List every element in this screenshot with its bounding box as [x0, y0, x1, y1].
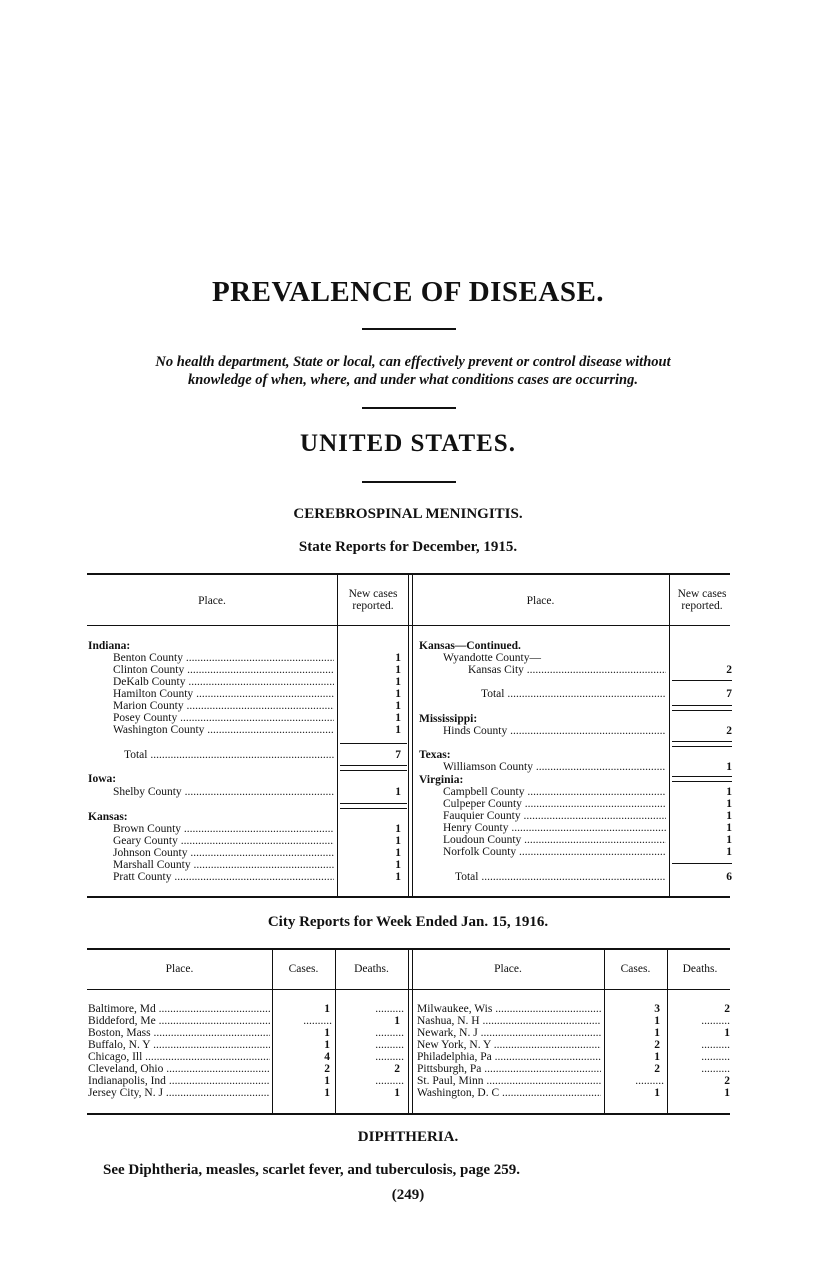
column-divider: [412, 575, 413, 896]
table-row: Newark, N. J .....: [417, 1027, 601, 1039]
state-kansas: Kansas:: [88, 811, 128, 823]
state-virginia: Virginia:: [419, 774, 464, 786]
total-row: Total .....: [455, 871, 666, 883]
cases-cell: 1: [654, 1027, 660, 1039]
deaths-cell-empty: ..........: [375, 1075, 404, 1087]
state-iowa: Iowa:: [88, 773, 117, 785]
total-value: 7: [395, 749, 401, 761]
table-cell-value: 1: [726, 786, 732, 798]
table-cell-value: 1: [395, 688, 401, 700]
page-number: (249): [391, 1187, 425, 1203]
header-place-right: Place.: [526, 595, 555, 607]
table-cell-value: 1: [395, 859, 401, 871]
total-row: Total .....: [481, 688, 666, 700]
table-cell-value: 1: [395, 823, 401, 835]
column-divider: [669, 575, 670, 896]
table-row: Washington County .....: [113, 724, 334, 736]
cases-cell: 1: [324, 1039, 330, 1051]
table-row: Norfolk County .....: [443, 846, 666, 858]
double-rule: [672, 741, 732, 747]
deaths-cell: 1: [394, 1087, 400, 1099]
table-cell-value: 1: [726, 761, 732, 773]
header-cases: Cases.: [288, 963, 319, 975]
table-bottom-rule: [87, 1113, 730, 1115]
table-row: Campbell County .....: [443, 786, 666, 798]
table-row: Kansas City .....: [468, 664, 666, 676]
state-indiana: Indiana:: [88, 640, 131, 652]
table-row: Marshall County .....: [113, 859, 334, 871]
table-row: Brown County .....: [113, 823, 334, 835]
total-row: Total .....: [124, 749, 334, 761]
state-reports-subtitle: State Reports for December, 1915.: [298, 539, 518, 555]
double-rule: [672, 705, 732, 711]
city-reports-subtitle: City Reports for Week Ended Jan. 15, 1916.: [267, 914, 549, 930]
deaths-cell: 1: [394, 1015, 400, 1027]
divider: [362, 328, 456, 330]
see-note: See Diphtheria, measles, scarlet fever, and tuberculosis, page 259.: [103, 1162, 521, 1178]
table-row: Fauquier County .....: [443, 810, 666, 822]
deaths-cell: 1: [724, 1087, 730, 1099]
table-row: Benton County .....: [113, 652, 334, 664]
table-row: DeKalb County .....: [113, 676, 334, 688]
state-mississippi: Mississippi:: [419, 713, 478, 725]
table-row: Geary County .....: [113, 835, 334, 847]
header-cases-right: Cases.: [620, 963, 651, 975]
deaths-cell-empty: ..........: [375, 1051, 404, 1063]
table-cell-value: 2: [726, 725, 732, 737]
deaths-cell-empty: ..........: [375, 1003, 404, 1015]
table-cell-value: 1: [395, 835, 401, 847]
double-rule: [340, 803, 407, 809]
deaths-cell-empty: ..........: [375, 1027, 404, 1039]
total-value: 7: [726, 688, 732, 700]
deaths-cell: 2: [724, 1075, 730, 1087]
subtotal-rule: [340, 743, 407, 744]
table-cell-value: 1: [395, 652, 401, 664]
cases-cell-empty: ..........: [303, 1015, 332, 1027]
cases-cell: 1: [654, 1015, 660, 1027]
page-title-block: [0, 276, 816, 309]
cases-cell: 1: [324, 1087, 330, 1099]
deaths-cell: 2: [394, 1063, 400, 1075]
deaths-cell: 1: [724, 1027, 730, 1039]
total-value: 6: [726, 871, 732, 883]
table-cell-value: 1: [395, 871, 401, 883]
table-row: Posey County .....: [113, 712, 334, 724]
table-row: Culpeper County .....: [443, 798, 666, 810]
table-row: Clinton County .....: [113, 664, 334, 676]
double-rule: [672, 776, 732, 782]
header-deaths: Deaths.: [354, 963, 389, 975]
cases-cell-empty: ..........: [635, 1075, 664, 1087]
table-row: Hinds County .....: [443, 725, 666, 737]
cases-cell: 2: [654, 1039, 660, 1051]
table-cell-value: 1: [726, 810, 732, 822]
disease-title: CEREBROSPINAL MENINGITIS.: [293, 506, 523, 522]
table-row: Baltimore, Md .....: [88, 1003, 270, 1015]
deaths-cell-empty: ..........: [701, 1015, 730, 1027]
table-row: Marion County .....: [113, 700, 334, 712]
table-row: Indianapolis, Ind .....: [88, 1075, 270, 1087]
deaths-cell-empty: ..........: [375, 1039, 404, 1051]
county-wyandotte: Wyandotte County—: [443, 652, 542, 664]
table-row: Hamilton County .....: [113, 688, 334, 700]
table-cell-value: 2: [726, 664, 732, 676]
table-bottom-rule: [87, 896, 730, 898]
deaths-cell-empty: ..........: [701, 1063, 730, 1075]
table-cell-value: 1: [395, 847, 401, 859]
cases-cell: 4: [324, 1051, 330, 1063]
notice-line-2: knowledge of when, where, and under what conditions cases are occurring.: [188, 372, 638, 388]
table-row: Milwaukee, Wis .....: [417, 1003, 601, 1015]
table-cell-value: 1: [726, 798, 732, 810]
table-row: Philadelphia, Pa .....: [417, 1051, 601, 1063]
subtotal-rule: [672, 680, 732, 681]
column-divider: [337, 575, 338, 896]
table-row: Boston, Mass .....: [88, 1027, 270, 1039]
header-place: Place.: [198, 595, 226, 607]
cases-cell: 2: [324, 1063, 330, 1075]
table-cell-value: 1: [395, 712, 401, 724]
diphtheria-title: DIPHTHERIA.: [357, 1129, 459, 1145]
deaths-cell-empty: ..........: [701, 1039, 730, 1051]
column-divider: [408, 575, 409, 896]
cases-cell: 2: [654, 1063, 660, 1075]
table-cell-value: 1: [395, 700, 401, 712]
header-new-cases-right: New cases reported.: [677, 588, 727, 612]
table-row: Johnson County .....: [113, 847, 334, 859]
state-texas: Texas:: [419, 749, 451, 761]
header-deaths-right: Deaths.: [682, 963, 718, 975]
table-cell-value: 1: [395, 724, 401, 736]
table-row: Jersey City, N. J .....: [88, 1087, 270, 1099]
header-place-right: Place.: [494, 963, 522, 975]
section-title: UNITED STATES.: [300, 430, 516, 457]
cases-cell: 1: [654, 1087, 660, 1099]
divider: [362, 481, 456, 483]
cases-cell: 1: [324, 1075, 330, 1087]
table-row: New York, N. Y .....: [417, 1039, 601, 1051]
cases-cell: 1: [324, 1003, 330, 1015]
table-row: Shelby County .....: [113, 786, 334, 798]
deaths-cell: 2: [724, 1003, 730, 1015]
notice: [90, 353, 736, 389]
column-divider: [408, 950, 409, 1113]
state-kansas-continued: Kansas—Continued.: [419, 640, 521, 652]
table-row: Henry County .....: [443, 822, 666, 834]
divider: [362, 407, 456, 409]
table-row: Cleveland, Ohio .....: [88, 1063, 270, 1075]
table-cell-value: 1: [395, 676, 401, 688]
table-row: Biddeford, Me .....: [88, 1015, 270, 1027]
table-row: Williamson County .....: [443, 761, 666, 773]
table-cell-value: 1: [726, 834, 732, 846]
table-cell-value: 1: [395, 664, 401, 676]
table-cell-value: 1: [395, 786, 401, 798]
table-cell-value: 1: [726, 846, 732, 858]
page-title: PREVALENCE OF DISEASE.: [211, 276, 605, 308]
cases-cell: 3: [654, 1003, 660, 1015]
notice-line-1: No health department, State or local, can effectively prevent or control disease without: [155, 354, 671, 370]
table-row: Loudoun County .....: [443, 834, 666, 846]
table-row: Pratt County .....: [113, 871, 334, 883]
cases-cell: 1: [324, 1027, 330, 1039]
cases-cell: 1: [654, 1051, 660, 1063]
subtotal-rule: [672, 863, 732, 864]
table-row: St. Paul, Minn .....: [417, 1075, 601, 1087]
header-place: Place.: [165, 963, 194, 975]
table-row: Pittsburgh, Pa .....: [417, 1063, 601, 1075]
table-row: Buffalo, N. Y .....: [88, 1039, 270, 1051]
table-row: Nashua, N. H .....: [417, 1015, 601, 1027]
table-row: Washington, D. C .....: [417, 1087, 601, 1099]
deaths-cell-empty: ..........: [701, 1051, 730, 1063]
table-cell-value: 1: [726, 822, 732, 834]
table-row: Chicago, Ill .....: [88, 1051, 270, 1063]
double-rule: [340, 765, 407, 771]
header-new-cases: New cases reported.: [348, 588, 398, 612]
